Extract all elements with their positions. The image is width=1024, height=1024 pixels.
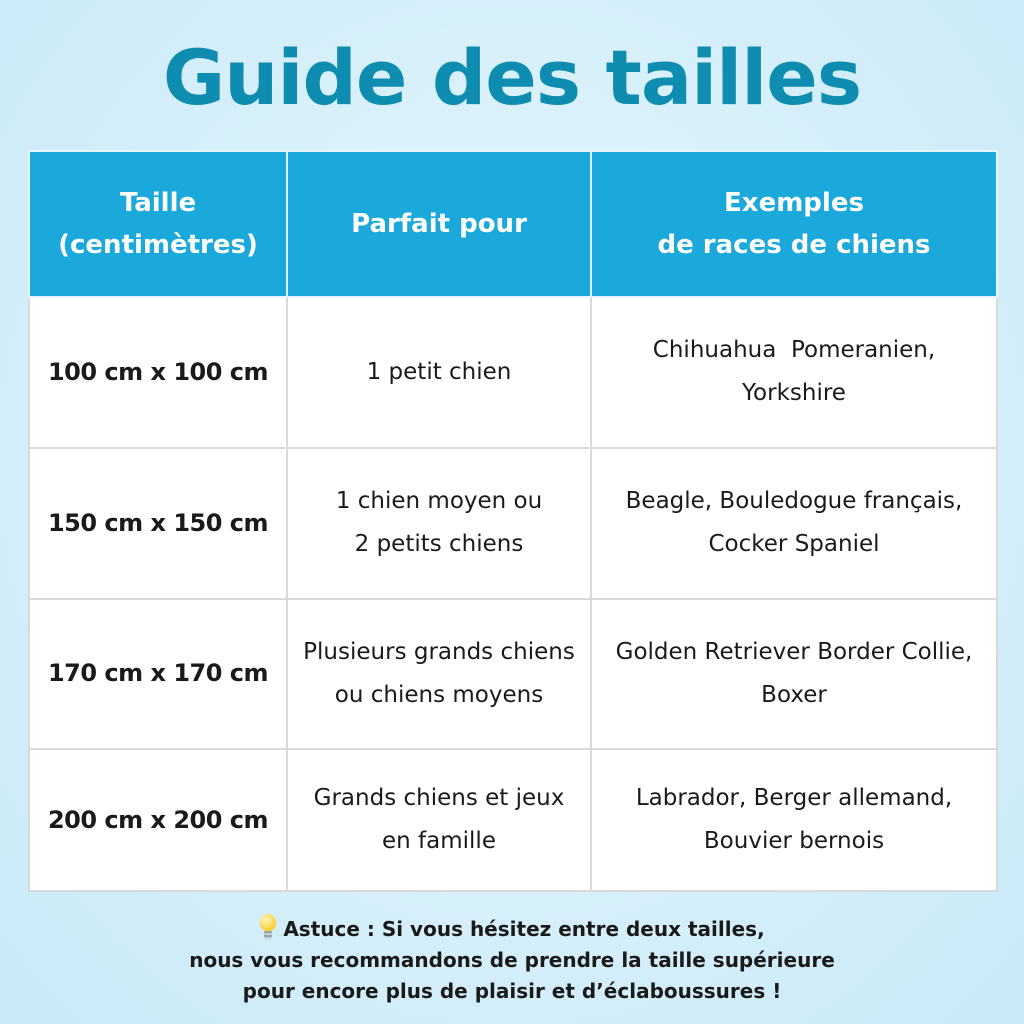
size-cell: 150 cm x 150 cm: [29, 448, 287, 599]
perfect-for-line: ou chiens moyens: [334, 681, 544, 708]
perfect-for-line: 2 petits chiens: [354, 531, 524, 558]
perfect-for-cell: [287, 448, 591, 599]
breeds-cell: [591, 297, 997, 448]
size-cell: 100 cm x 100 cm: [29, 297, 287, 448]
page-title: Guide des tailles: [162, 33, 862, 122]
header-row: [29, 151, 997, 297]
header-perfect-for: [287, 151, 591, 297]
perfect-for-line: 1 petit chien: [366, 358, 512, 385]
table-body: [29, 297, 997, 891]
breeds-cell: [591, 749, 997, 891]
header-breed-examples-line: Exemples: [724, 188, 864, 218]
tip-line: [0, 914, 1024, 945]
tip-line: nous vous recommandons de prendre la taille supérieure: [189, 948, 835, 972]
header-breed-examples-line: de races de chiens: [657, 230, 931, 260]
header-perfect-for-line: Parfait pour: [351, 209, 527, 239]
breeds-line: Beagle, Bouledogue français,: [625, 488, 963, 515]
breeds-line: Cocker Spaniel: [708, 531, 880, 558]
breeds-line: Labrador, Berger allemand,: [635, 785, 953, 812]
perfect-for-line: en famille: [382, 828, 496, 855]
perfect-for-cell: [287, 749, 591, 891]
perfect-for-line: Grands chiens et jeux: [313, 785, 565, 812]
breeds-line: Yorkshire: [742, 380, 846, 407]
table-row: [29, 448, 997, 599]
header-breed-examples: [591, 151, 997, 297]
table-row: [29, 599, 997, 750]
lightbulb-icon: [259, 914, 277, 940]
size-cell: 200 cm x 200 cm: [29, 749, 287, 891]
header-size-line: Taille: [119, 188, 197, 218]
tip-text: Astuce : Si vous hésitez entre deux tailles,: [283, 917, 765, 941]
perfect-for-line: 1 chien moyen ou: [335, 488, 543, 515]
breeds-cell: [591, 448, 997, 599]
breeds-line: Golden Retriever Border Collie,: [615, 638, 973, 665]
header-size-line: (centimètres): [58, 230, 258, 260]
header-size: [29, 151, 287, 297]
breeds-line: Chihuahua Pomeranien,: [652, 337, 936, 364]
breeds-cell: [591, 599, 997, 750]
perfect-for-cell: [287, 599, 591, 750]
breeds-line: Bouvier bernois: [703, 828, 885, 855]
tip-line: pour encore plus de plaisir et d’éclaboussures !: [242, 979, 782, 1003]
breeds-line: Boxer: [761, 681, 827, 708]
perfect-for-line: Plusieurs grands chiens: [303, 638, 575, 665]
size-cell: 170 cm x 170 cm: [29, 599, 287, 750]
size-guide-table: [28, 150, 998, 892]
table-header: [29, 151, 997, 297]
table-row: [29, 749, 997, 891]
perfect-for-cell: [287, 297, 591, 448]
table-row: [29, 297, 997, 448]
tip-note: [0, 914, 1024, 1007]
